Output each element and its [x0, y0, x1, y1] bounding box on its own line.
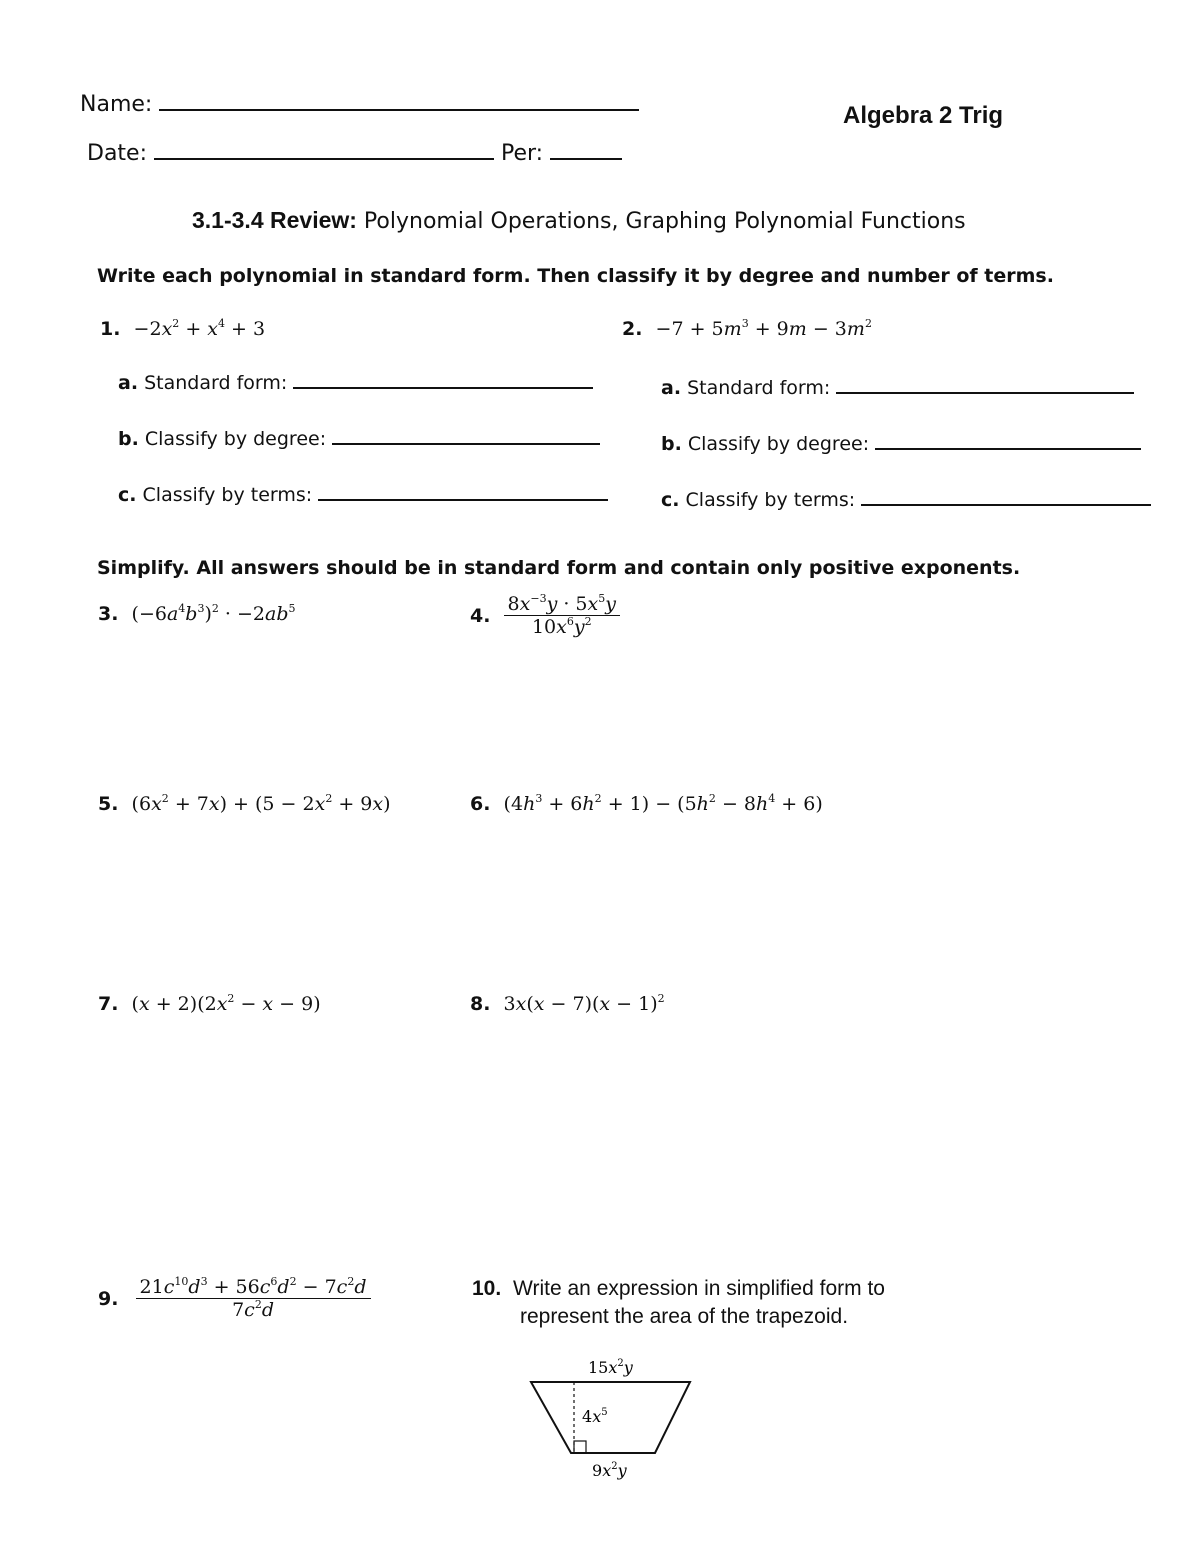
problem-number: 5. — [98, 793, 119, 815]
problem-9-fraction: $\frac{21c^{10}d^3 + 56c^6d^2 - 7c^2d}{7c^2d}$ — [136, 1276, 371, 1321]
sub-label: Classify by terms: — [685, 489, 856, 511]
per-blank[interactable] — [550, 158, 622, 160]
answer-blank[interactable] — [861, 504, 1151, 506]
problem-3-expression: $(-6a^4b^3)^2 \cdot -2ab^5$ — [131, 602, 296, 625]
right-angle-marker — [574, 1441, 586, 1453]
problem-10-line1: Write an expression in simplified form to — [513, 1277, 885, 1300]
answer-blank[interactable] — [293, 387, 593, 389]
instruction-part2: Simplify. All answers should be in standard form and contain only positive exponents. — [97, 557, 1021, 579]
p1-classify-degree — [118, 428, 600, 450]
problem-1 — [100, 318, 265, 340]
instruction-part1: Write each polynomial in standard form. Then classify it by degree and number of terms. — [97, 265, 1054, 287]
problem-4 — [470, 593, 620, 638]
problem-7-expression: $(x + 2)(2x^2 - x - 9)$ — [131, 992, 321, 1015]
p2-standard-form — [661, 377, 1134, 399]
section-label: 3.1-3.4 Review: — [192, 207, 357, 233]
top-base-label: $15x^2y$ — [588, 1358, 633, 1377]
problem-8 — [470, 993, 665, 1015]
p1-classify-terms — [118, 484, 608, 506]
page-title — [192, 207, 966, 234]
sub-letter: c. — [661, 489, 680, 511]
problem-1-expression: $-2x^2 + x^4 + 3$ — [133, 317, 266, 340]
name-blank[interactable] — [159, 109, 639, 111]
date-blank[interactable] — [154, 158, 494, 160]
problem-number: 6. — [470, 793, 491, 815]
date-label: Date: — [87, 141, 147, 166]
name-label: Name: — [80, 92, 153, 117]
sub-letter: b. — [118, 428, 139, 450]
height-label: $4x^5$ — [582, 1407, 608, 1426]
problem-4-fraction: $\frac{8x^{-3}y \cdot 5x^5y}{10x^6y^2}$ — [504, 593, 620, 638]
date-per-row — [87, 141, 622, 166]
problem-6 — [470, 793, 823, 815]
sub-letter: b. — [661, 433, 682, 455]
problem-2-expression: $-7 + 5m^3 + 9m - 3m^2$ — [655, 317, 872, 340]
section-topic: Polynomial Operations, Graphing Polynomial Functions — [363, 209, 966, 234]
answer-blank[interactable] — [332, 443, 600, 445]
problem-number: 9. — [98, 1287, 119, 1310]
problem-number: 2. — [622, 318, 643, 340]
trapezoid-figure — [520, 1350, 710, 1490]
p2-classify-degree — [661, 433, 1141, 455]
problem-number: 4. — [470, 604, 491, 627]
sub-letter: c. — [118, 484, 137, 506]
problem-7 — [98, 993, 321, 1015]
p2-classify-terms — [661, 489, 1151, 511]
problem-10 — [472, 1277, 885, 1301]
sub-label: Classify by terms: — [142, 484, 313, 506]
problem-9 — [98, 1276, 371, 1321]
problem-8-expression: $3x(x - 7)(x - 1)^2$ — [503, 992, 665, 1015]
problem-5 — [98, 793, 391, 815]
problem-10-line2: represent the area of the trapezoid. — [520, 1305, 849, 1328]
sub-letter: a. — [118, 372, 139, 394]
problem-number: 7. — [98, 993, 119, 1015]
problem-5-expression: $(6x^2 + 7x) + (5 - 2x^2 + 9x)$ — [131, 792, 391, 815]
problem-6-expression: $(4h^3 + 6h^2 + 1) - (5h^2 - 8h^4 + 6)$ — [503, 792, 823, 815]
problem-2 — [622, 318, 872, 340]
sub-label: Classify by degree: — [687, 433, 870, 455]
problem-number: 1. — [100, 318, 121, 340]
bottom-base-label: $9x^2y$ — [592, 1461, 627, 1480]
p1-standard-form — [118, 372, 593, 394]
sub-label: Classify by degree: — [144, 428, 327, 450]
trapezoid-shape — [531, 1382, 690, 1453]
problem-number: 8. — [470, 993, 491, 1015]
answer-blank[interactable] — [875, 448, 1141, 450]
sub-letter: a. — [661, 377, 682, 399]
answer-blank[interactable] — [836, 392, 1134, 394]
course-title: Algebra 2 Trig — [843, 102, 1004, 129]
answer-blank[interactable] — [318, 499, 608, 501]
sub-label: Standard form: — [687, 377, 831, 399]
problem-number: 3. — [98, 603, 119, 625]
problem-3 — [98, 603, 296, 625]
problem-number: 10. — [472, 1277, 502, 1300]
per-label: Per: — [501, 141, 544, 166]
sub-label: Standard form: — [144, 372, 288, 394]
name-field[interactable] — [80, 92, 639, 117]
